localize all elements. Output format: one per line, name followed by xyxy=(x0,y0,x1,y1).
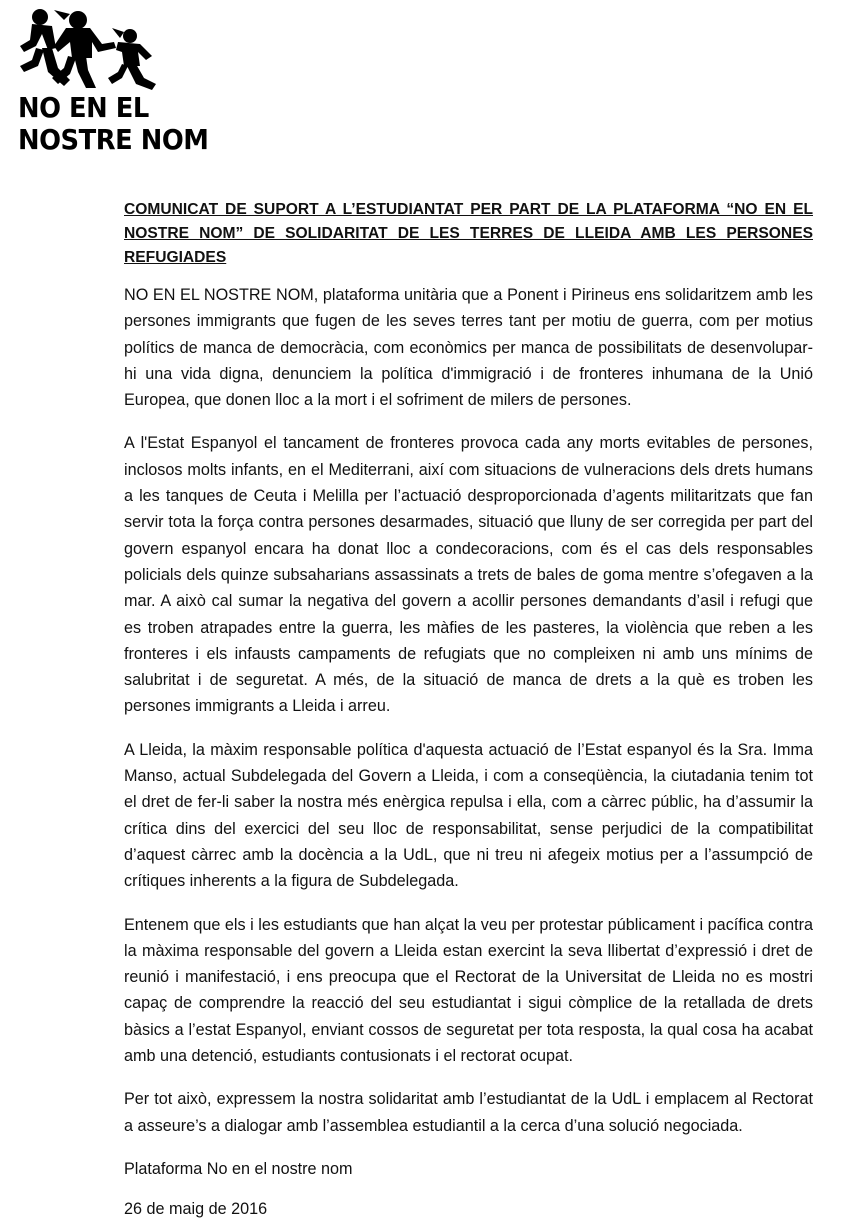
platform-logo xyxy=(18,8,209,160)
refugee-family-silhouette-icon xyxy=(18,8,168,90)
paragraph-5: Per tot això, expressem la nostra solidaritat amb l’estudiantat de la UdL i emplacem al Rectorat a asseure’s a dialogar amb l’assemblea estudiantil a la cerca d’una solució negociada. xyxy=(124,1090,813,1135)
document-date: 26 de maig de 2016 xyxy=(124,1200,268,1219)
communique-title: COMUNICAT DE SUPORT A L’ESTUDIANTAT PER PART DE LA PLATAFORMA “NO EN EL NOSTRE NOM” DE SOLIDARITAT DE LES TERRES DE LLEIDA AMB LES PERSONES REFUGIADES xyxy=(124,201,813,266)
paragraph-2: A l'Estat Espanyol el tancament de fronteres provoca cada any morts evitables de persones, inclosos molts infants, en el Mediterrani, així com situacions de vulneracions dels drets humans a les tanques de Ceuta i Melilla per l’actuació desproporcionada d’agents militaritzats que fan servir tota la força contra persones desarmades, situació que lluny de ser corregida per part del govern espanyol encara ha donat lloc a condecoracions, com és el cas dels responsables policials dels quinze subsaharians assassinats a trets de bales de goma mentre s’ofegaven a la mar. A això cal sumar la negativa del govern a acollir persones demandants d’asil i refugi que es troben atrapades entre la guerra, les màfies de les pasteres, la violència que reben a les fronteres i els infausts campaments de refugiats que no compleixen ni amb uns mínims de salubritat i de seguretat. A més, de la situació de manca de drets a la què es troben les persones immigrants a Lleida i arreu. xyxy=(124,434,813,716)
logo-text-line-1: NO EN EL xyxy=(18,91,149,124)
logo-text-line-2: NOSTRE NOM xyxy=(18,123,209,156)
paragraph-3: A Lleida, la màxim responsable política d'aquesta actuació de l’Estat espanyol és la Sra. Imma Manso, actual Subdelegada del Govern a Lleida, i com a conseqüència, la ciutadania tenim tot el dret de fer-li saber la nostra més enèrgica repulsa i ella, com a càrrec públic, ha d’assumir la crítica dins del exercici del seu lloc de responsabilitat, sense perjudici de la compatibilitat d’aquest càrrec amb la docència a la UdL, que ni treu ni afegeix motius per a l’assumpció de crítiques inherents a la figura de Subdelegada. xyxy=(124,740,813,891)
logo-text xyxy=(18,91,209,156)
paragraph-4: Entenem que els i les estudiants que han alçat la veu per protestar públicament i pacífica contra la màxima responsable del govern a Lleida estan exercint la seva llibertat d’expressió i dret de reunió i manifestació, i ens preocupa que el Rectorat de la Universitat de Lleida no es mostri capaç de comprendre la reacció del seu estudiantat i sigui còmplice de la retallada de drets bàsics a l’estat Espanyol, enviant cossos de seguretat per tota resposta, la qual cosa ha acabat amb una detenció, estudiants contusionats i el rectorat ocupat. xyxy=(124,915,813,1066)
signature: Plataforma No en el nostre nom xyxy=(124,1159,353,1178)
communique-body xyxy=(124,198,813,1223)
paragraph-1: NO EN EL NOSTRE NOM, plataforma unitària que a Ponent i Pirineus ens solidaritzem amb les persones immigrants que fugen de les seves terres tant per motiu de guerra, com per motius polítics de manca de democràcia, com econòmics per manca de possibilitats de desenvolupar-hi una vida digna, denunciem la política d'immigració i de fronteres inhumana de la Unió Europea, que donen lloc a la mort i el sofriment de milers de persones. xyxy=(124,286,813,410)
